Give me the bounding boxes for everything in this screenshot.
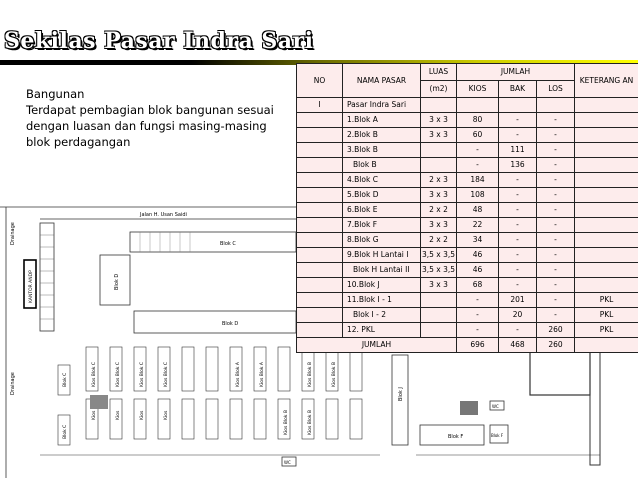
cell-kios: - xyxy=(457,323,499,338)
header-keterangan: KETERANG AN xyxy=(575,64,638,98)
cell-los: - xyxy=(537,263,575,278)
table-row xyxy=(297,113,638,128)
cell-ket xyxy=(575,263,638,278)
kios-blok-b-label-1: Kios Blok B xyxy=(308,362,313,387)
kios-blok-b-label-4: Kios Blok B xyxy=(308,410,313,435)
cell-luas: 3 x 3 xyxy=(421,128,457,143)
blok-d-vertical-label: Blok D xyxy=(114,273,120,290)
header-kios: KIOS xyxy=(457,81,499,98)
cell-nama: 8.Blok G xyxy=(343,233,421,248)
cell-luas xyxy=(421,308,457,323)
cell-no xyxy=(297,263,343,278)
table-row xyxy=(297,128,638,143)
cell-kios: - xyxy=(457,308,499,323)
cell-luas: 3,5 x 3,5 xyxy=(421,263,457,278)
cell-los: - xyxy=(537,173,575,188)
cell-ket xyxy=(575,143,638,158)
header-no: NO xyxy=(297,64,343,98)
cell-nama: 1.Blok A xyxy=(343,113,421,128)
table-row xyxy=(297,98,638,113)
cell-bak xyxy=(499,98,537,113)
header-luas-unit: (m2) xyxy=(421,81,457,98)
cell-nama: 3.Blok B xyxy=(343,143,421,158)
kios-short-label-2: Kios xyxy=(116,410,121,420)
kios-blok-b-label-3: Kios Blok B xyxy=(284,410,289,435)
cell-no: I xyxy=(297,98,343,113)
description-block xyxy=(26,86,286,150)
cell-nama: 7.Blok F xyxy=(343,218,421,233)
cell-kios: - xyxy=(457,158,499,173)
cell-ket xyxy=(575,173,638,188)
cell-no xyxy=(297,203,343,218)
blok-f-label: Blok F xyxy=(448,434,464,440)
blok-c-small-label-1: Blok C xyxy=(63,372,68,387)
blok-d-label: Blok D xyxy=(222,321,239,327)
table-row xyxy=(297,158,638,173)
cell-no xyxy=(297,113,343,128)
cell-no xyxy=(297,188,343,203)
table-total-row xyxy=(297,338,638,353)
cell-luas xyxy=(421,158,457,173)
blok-c-small-label-2: Blok C xyxy=(63,424,68,439)
table-row xyxy=(297,173,638,188)
table-row xyxy=(297,248,638,263)
total-los: 260 xyxy=(537,338,575,353)
header-los: LOS xyxy=(537,81,575,98)
table-row xyxy=(297,218,638,233)
cell-kios: 184 xyxy=(457,173,499,188)
cell-nama: 12. PKL xyxy=(343,323,421,338)
table-row xyxy=(297,143,638,158)
cell-luas: 3 x 3 xyxy=(421,278,457,293)
cell-no xyxy=(297,158,343,173)
cell-nama: Blok B xyxy=(343,158,421,173)
cell-no xyxy=(297,323,343,338)
cell-bak: - xyxy=(499,263,537,278)
cell-luas: 2 x 2 xyxy=(421,233,457,248)
cell-bak: 111 xyxy=(499,143,537,158)
cell-no xyxy=(297,173,343,188)
blok-f-small-label: Blok F xyxy=(491,433,504,438)
cell-bak: - xyxy=(499,248,537,263)
cell-ket xyxy=(575,248,638,263)
cell-bak: - xyxy=(499,113,537,128)
cell-no xyxy=(297,143,343,158)
header-luas: LUAS xyxy=(421,64,457,81)
cell-los: 260 xyxy=(537,323,575,338)
kantor-label: KANTOR ANDP xyxy=(29,270,34,303)
total-kios: 696 xyxy=(457,338,499,353)
cell-luas xyxy=(421,143,457,158)
cell-no xyxy=(297,248,343,263)
description-heading: Bangunan xyxy=(26,87,85,101)
cell-los: - xyxy=(537,128,575,143)
cell-bak: - xyxy=(499,128,537,143)
cell-kios: - xyxy=(457,143,499,158)
description-line-1: Terdapat pembagian blok bangunan sesuai xyxy=(26,103,274,117)
cell-bak: - xyxy=(499,218,537,233)
table-row xyxy=(297,233,638,248)
cell-kios: 34 xyxy=(457,233,499,248)
total-bak: 468 xyxy=(499,338,537,353)
cell-los: - xyxy=(537,143,575,158)
cell-luas: 3 x 3 xyxy=(421,218,457,233)
cell-luas xyxy=(421,293,457,308)
cell-luas: 3 x 3 xyxy=(421,113,457,128)
cell-nama: 2.Blok B xyxy=(343,128,421,143)
cell-bak: 201 xyxy=(499,293,537,308)
cell-bak: - xyxy=(499,278,537,293)
cell-los: - xyxy=(537,308,575,323)
drainage-label-top: Drainage xyxy=(10,222,16,245)
kios-blok-c-label-2: Kios Blok C xyxy=(116,362,121,387)
cell-luas: 2 x 2 xyxy=(421,203,457,218)
table-row xyxy=(297,188,638,203)
blok-j-label: Blok J xyxy=(398,387,404,401)
cell-ket: PKL xyxy=(575,323,638,338)
cell-ket xyxy=(575,113,638,128)
cell-ket xyxy=(575,218,638,233)
drainage-label-bottom: Drainage xyxy=(10,372,16,395)
cell-kios: - xyxy=(457,293,499,308)
cell-luas: 2 x 3 xyxy=(421,173,457,188)
kios-blok-a-label-1: Kios Blok A xyxy=(236,362,241,387)
cell-no xyxy=(297,128,343,143)
cell-los: - xyxy=(537,158,575,173)
cell-kios: 46 xyxy=(457,248,499,263)
page-title: Sekilas Pasar Indra Sari xyxy=(4,28,314,54)
cell-ket xyxy=(575,98,638,113)
kios-blok-c-label-4: Kios Blok C xyxy=(164,362,169,387)
kios-short-label-3: Kios xyxy=(140,410,145,420)
wc-label-right: WC xyxy=(492,404,499,409)
kios-blok-b-label-2: Kios Blok B xyxy=(332,362,337,387)
description-line-2: dengan luasan dan fungsi masing-masing xyxy=(26,119,267,133)
cell-bak: - xyxy=(499,173,537,188)
cell-ket: PKL xyxy=(575,308,638,323)
wc-label-bottom: WC xyxy=(284,460,291,465)
header-nama: NAMA PASAR xyxy=(343,64,421,98)
cell-kios xyxy=(457,98,499,113)
cell-kios: 46 xyxy=(457,263,499,278)
cell-los xyxy=(537,98,575,113)
cell-los: - xyxy=(537,248,575,263)
cell-nama: 6.Blok E xyxy=(343,203,421,218)
road-label: Jalan H. Usan Saidi xyxy=(140,212,187,218)
table-row xyxy=(297,203,638,218)
cell-nama: 9.Blok H Lantai I xyxy=(343,248,421,263)
cell-no xyxy=(297,218,343,233)
table-row xyxy=(297,293,638,308)
kios-short-label-4: Kios xyxy=(164,410,169,420)
cell-bak: - xyxy=(499,203,537,218)
total-label: JUMLAH xyxy=(297,338,457,353)
cell-bak: - xyxy=(499,233,537,248)
cell-ket xyxy=(575,278,638,293)
cell-bak: - xyxy=(499,188,537,203)
cell-no xyxy=(297,233,343,248)
cell-los: - xyxy=(537,233,575,248)
cell-los: - xyxy=(537,188,575,203)
cell-nama: 4.Blok C xyxy=(343,173,421,188)
header-bak: BAK xyxy=(499,81,537,98)
table-row xyxy=(297,278,638,293)
table-row xyxy=(297,323,638,338)
cell-bak: 20 xyxy=(499,308,537,323)
cell-nama: Blok H Lantai II xyxy=(343,263,421,278)
cell-kios: 48 xyxy=(457,203,499,218)
cell-los: - xyxy=(537,278,575,293)
cell-no xyxy=(297,278,343,293)
blok-table xyxy=(296,63,638,353)
cell-luas xyxy=(421,98,457,113)
cell-los: - xyxy=(537,293,575,308)
cell-nama: Pasar Indra Sari xyxy=(343,98,421,113)
cell-nama: Blok I - 2 xyxy=(343,308,421,323)
cell-kios: 60 xyxy=(457,128,499,143)
total-ket xyxy=(575,338,638,353)
kios-blok-c-label-1: Kios Blok C xyxy=(92,362,97,387)
cell-no xyxy=(297,293,343,308)
cell-ket: PKL xyxy=(575,293,638,308)
cell-nama: 5.Blok D xyxy=(343,188,421,203)
cell-kios: 68 xyxy=(457,278,499,293)
kios-blok-c-label-3: Kios Blok C xyxy=(140,362,145,387)
table-row xyxy=(297,308,638,323)
header-jumlah: JUMLAH xyxy=(457,64,575,81)
cell-ket xyxy=(575,188,638,203)
cell-ket xyxy=(575,233,638,248)
cell-bak: - xyxy=(499,323,537,338)
blok-c-top-label: Blok C xyxy=(220,241,236,247)
cell-los: - xyxy=(537,203,575,218)
cell-luas: 3 x 3 xyxy=(421,188,457,203)
cell-kios: 80 xyxy=(457,113,499,128)
description-line-3: blok perdagangan xyxy=(26,135,131,149)
cell-ket xyxy=(575,128,638,143)
cell-nama: 10.Blok J xyxy=(343,278,421,293)
cell-los: - xyxy=(537,218,575,233)
table-row xyxy=(297,263,638,278)
kios-blok-a-label-2: Kios Blok A xyxy=(260,362,265,387)
kios-short-label-1: Kios xyxy=(92,410,97,420)
cell-ket xyxy=(575,158,638,173)
cell-los: - xyxy=(537,113,575,128)
cell-luas: 3,5 x 3,5 xyxy=(421,248,457,263)
cell-ket xyxy=(575,203,638,218)
cell-kios: 22 xyxy=(457,218,499,233)
cell-luas xyxy=(421,323,457,338)
cell-nama: 11.Blok I - 1 xyxy=(343,293,421,308)
cell-no xyxy=(297,308,343,323)
cell-bak: 136 xyxy=(499,158,537,173)
cell-kios: 108 xyxy=(457,188,499,203)
